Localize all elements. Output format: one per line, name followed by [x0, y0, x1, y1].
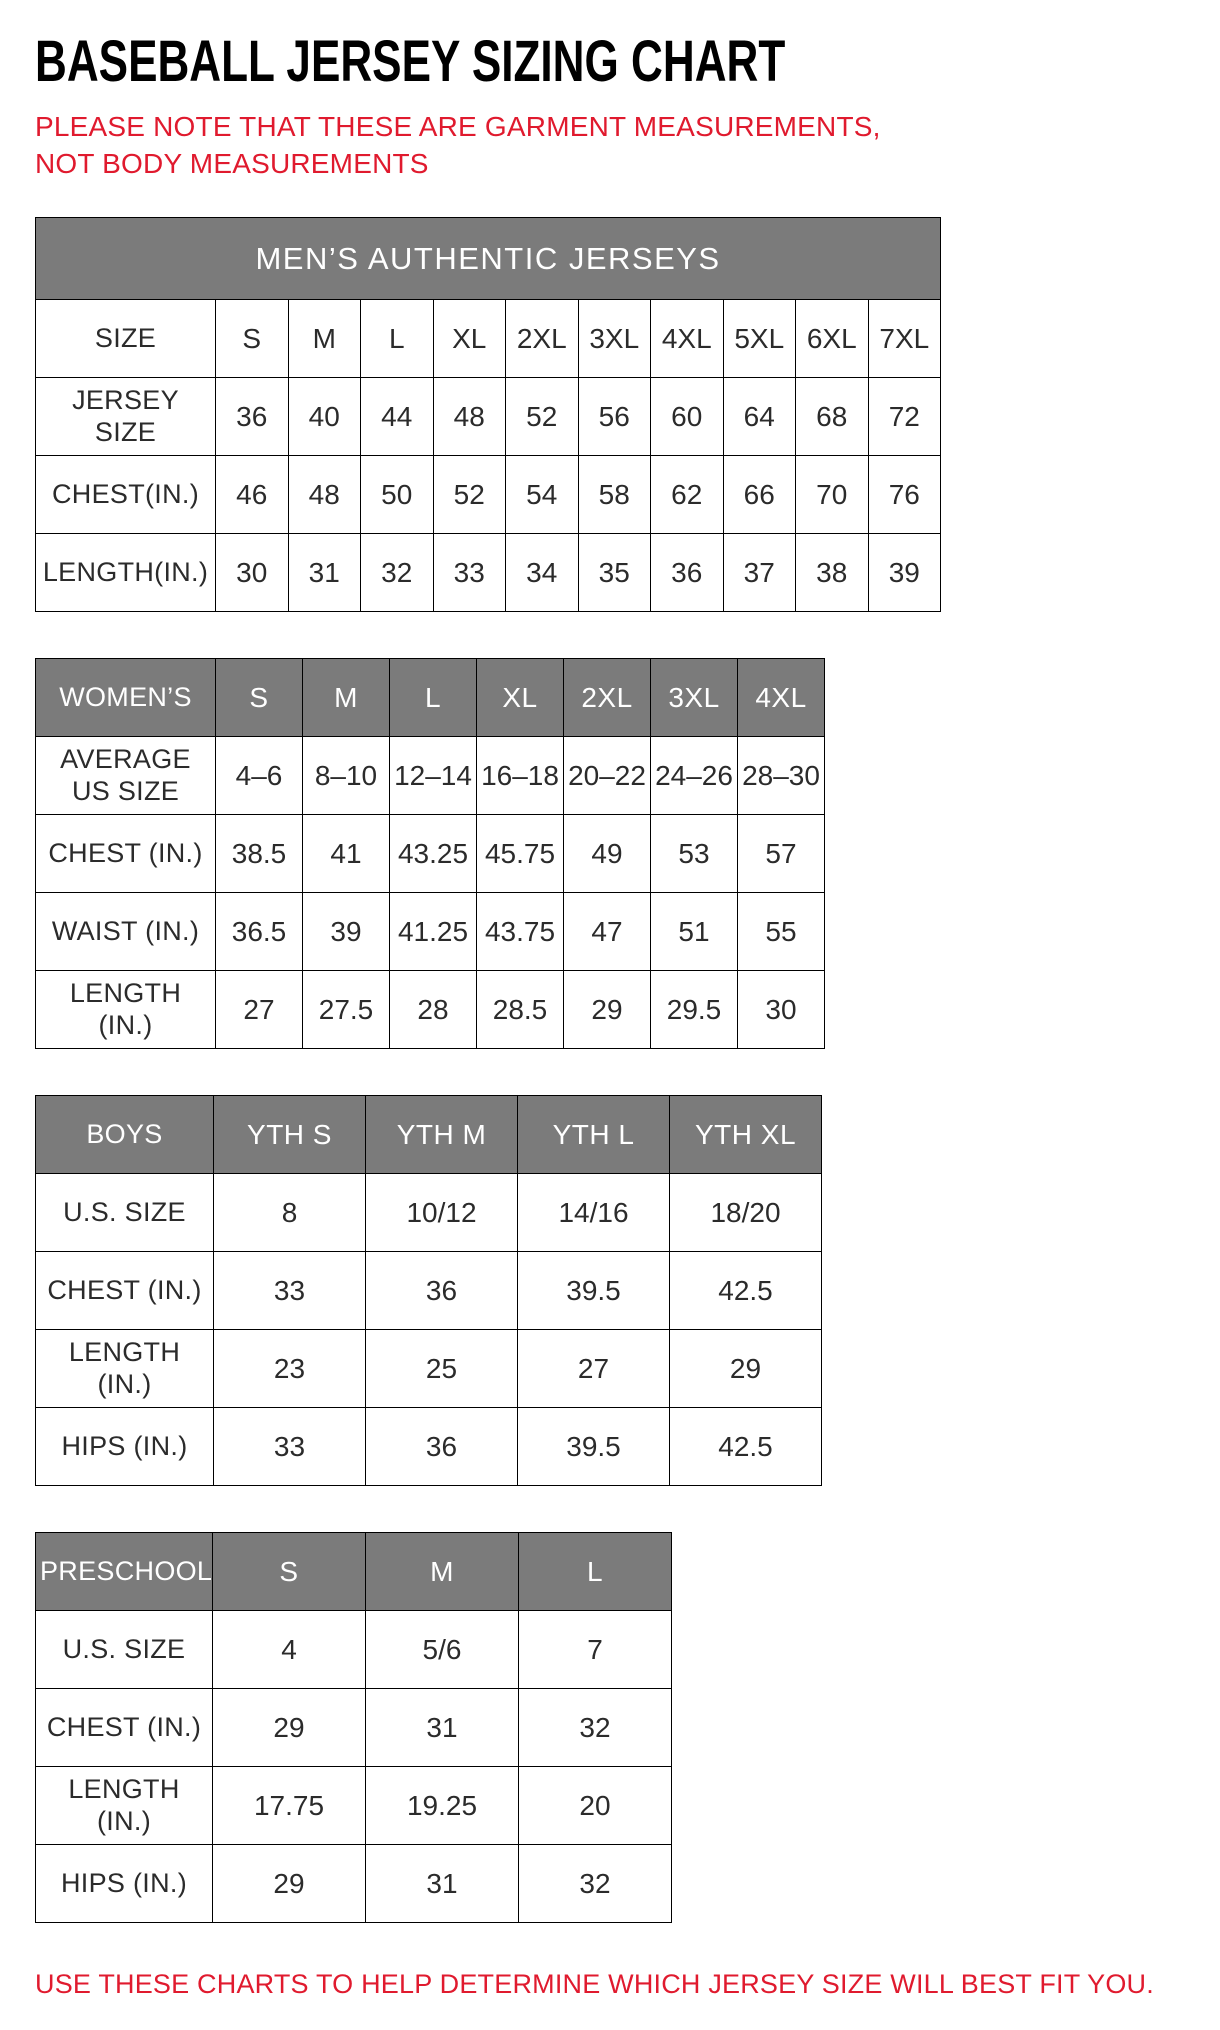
value-cell: 50: [361, 455, 434, 533]
value-cell: 41.25: [390, 892, 477, 970]
size-column-header: 2XL: [564, 658, 651, 736]
value-cell: 16–18: [477, 736, 564, 814]
row-label: U.S. SIZE: [36, 1173, 214, 1251]
size-column-header: 3XL: [651, 658, 738, 736]
value-cell: 64: [723, 377, 796, 455]
row-label: CHEST (IN.): [36, 1688, 213, 1766]
value-cell: 25: [366, 1329, 518, 1407]
table-row: [36, 1610, 672, 1688]
value-cell: 53: [651, 814, 738, 892]
value-cell: 42.5: [670, 1251, 822, 1329]
value-cell: 56: [578, 377, 651, 455]
value-cell: 7XL: [868, 299, 941, 377]
table-row: [36, 533, 941, 611]
value-cell: 27: [518, 1329, 670, 1407]
value-cell: 36: [366, 1407, 518, 1485]
preschool-header-label: PRESCHOOL: [36, 1532, 213, 1610]
table-row: [36, 892, 825, 970]
value-cell: 39.5: [518, 1251, 670, 1329]
value-cell: 32: [519, 1688, 672, 1766]
table-row: [36, 455, 941, 533]
value-cell: 43.75: [477, 892, 564, 970]
value-cell: 2XL: [506, 299, 579, 377]
size-column-header: XL: [477, 658, 564, 736]
table-row: [36, 814, 825, 892]
table-row: [36, 1329, 822, 1407]
boys-sizing-table: [35, 1095, 822, 1486]
table-row: [36, 1688, 672, 1766]
size-column-header: 4XL: [738, 658, 825, 736]
size-column-header: L: [390, 658, 477, 736]
value-cell: 5/6: [366, 1610, 519, 1688]
value-cell: 30: [216, 533, 289, 611]
row-label: CHEST(IN.): [36, 455, 216, 533]
value-cell: L: [361, 299, 434, 377]
value-cell: 52: [433, 455, 506, 533]
row-label: LENGTH(IN.): [36, 533, 216, 611]
value-cell: 29: [213, 1844, 366, 1922]
table-row: [36, 970, 825, 1048]
value-cell: 76: [868, 455, 941, 533]
page-title: BASEBALL JERSEY SIZING CHART: [35, 29, 786, 94]
size-column-header: YTH L: [518, 1095, 670, 1173]
row-label: CHEST (IN.): [36, 814, 216, 892]
table-row: [36, 1844, 672, 1922]
preschool-sizing-table: [35, 1532, 672, 1923]
value-cell: 47: [564, 892, 651, 970]
table-row: [36, 1173, 822, 1251]
value-cell: 39.5: [518, 1407, 670, 1485]
value-cell: 35: [578, 533, 651, 611]
table-row: [36, 1766, 672, 1844]
value-cell: 31: [366, 1688, 519, 1766]
value-cell: 28.5: [477, 970, 564, 1048]
value-cell: 27: [216, 970, 303, 1048]
value-cell: 23: [214, 1329, 366, 1407]
value-cell: 46: [216, 455, 289, 533]
value-cell: 27.5: [303, 970, 390, 1048]
value-cell: 38: [796, 533, 869, 611]
value-cell: S: [216, 299, 289, 377]
value-cell: 66: [723, 455, 796, 533]
value-cell: 39: [303, 892, 390, 970]
value-cell: 33: [214, 1407, 366, 1485]
value-cell: 5XL: [723, 299, 796, 377]
value-cell: 32: [519, 1844, 672, 1922]
value-cell: 70: [796, 455, 869, 533]
value-cell: 8–10: [303, 736, 390, 814]
value-cell: 33: [214, 1251, 366, 1329]
value-cell: 29.5: [651, 970, 738, 1048]
value-cell: 32: [361, 533, 434, 611]
value-cell: 14/16: [518, 1173, 670, 1251]
table-row: [36, 377, 941, 455]
table-row: [36, 1407, 822, 1485]
boys-header-label: BOYS: [36, 1095, 214, 1173]
table-row: [36, 736, 825, 814]
value-cell: 31: [288, 533, 361, 611]
value-cell: 72: [868, 377, 941, 455]
row-label: LENGTH (IN.): [36, 1766, 213, 1844]
value-cell: 36: [651, 533, 724, 611]
value-cell: 4–6: [216, 736, 303, 814]
size-column-header: S: [216, 658, 303, 736]
value-cell: 49: [564, 814, 651, 892]
value-cell: 55: [738, 892, 825, 970]
row-label: HIPS (IN.): [36, 1844, 213, 1922]
mens-table-banner: MEN’S AUTHENTIC JERSEYS: [36, 217, 941, 299]
value-cell: 29: [670, 1329, 822, 1407]
value-cell: 3XL: [578, 299, 651, 377]
value-cell: 68: [796, 377, 869, 455]
womens-header-row: [36, 658, 825, 736]
size-column-header: YTH XL: [670, 1095, 822, 1173]
value-cell: 19.25: [366, 1766, 519, 1844]
value-cell: 62: [651, 455, 724, 533]
table-row: [36, 1251, 822, 1329]
value-cell: 17.75: [213, 1766, 366, 1844]
value-cell: 10/12: [366, 1173, 518, 1251]
value-cell: 6XL: [796, 299, 869, 377]
value-cell: 43.25: [390, 814, 477, 892]
size-column-header: YTH S: [214, 1095, 366, 1173]
value-cell: 29: [213, 1688, 366, 1766]
row-label: LENGTH (IN.): [36, 970, 216, 1048]
value-cell: 8: [214, 1173, 366, 1251]
value-cell: 24–26: [651, 736, 738, 814]
value-cell: 29: [564, 970, 651, 1048]
size-column-header: YTH M: [366, 1095, 518, 1173]
value-cell: 41: [303, 814, 390, 892]
boys-header-row: [36, 1095, 822, 1173]
womens-header-label: WOMEN’S: [36, 658, 216, 736]
value-cell: 20: [519, 1766, 672, 1844]
size-column-header: M: [366, 1532, 519, 1610]
value-cell: 39: [868, 533, 941, 611]
value-cell: XL: [433, 299, 506, 377]
row-label: LENGTH (IN.): [36, 1329, 214, 1407]
mens-authentic-jerseys-table: [35, 217, 941, 612]
row-label: SIZE: [36, 299, 216, 377]
value-cell: 37: [723, 533, 796, 611]
table-row: [36, 299, 941, 377]
value-cell: 42.5: [670, 1407, 822, 1485]
row-label: U.S. SIZE: [36, 1610, 213, 1688]
value-cell: 36: [366, 1251, 518, 1329]
row-label: WAIST (IN.): [36, 892, 216, 970]
value-cell: 4XL: [651, 299, 724, 377]
value-cell: 57: [738, 814, 825, 892]
garment-measurement-note: PLEASE NOTE THAT THESE ARE GARMENT MEASUREMENTS, NOT BODY MEASUREMENTS: [35, 111, 881, 179]
value-cell: 34: [506, 533, 579, 611]
value-cell: 48: [433, 377, 506, 455]
row-label: CHEST (IN.): [36, 1251, 214, 1329]
womens-sizing-table: [35, 658, 825, 1049]
preschool-header-row: [36, 1532, 672, 1610]
value-cell: M: [288, 299, 361, 377]
value-cell: 38.5: [216, 814, 303, 892]
row-label: JERSEY SIZE: [36, 377, 216, 455]
value-cell: 60: [651, 377, 724, 455]
size-column-header: S: [213, 1532, 366, 1610]
value-cell: 54: [506, 455, 579, 533]
value-cell: 51: [651, 892, 738, 970]
value-cell: 7: [519, 1610, 672, 1688]
value-cell: 33: [433, 533, 506, 611]
fit-advice-footer: USE THESE CHARTS TO HELP DETERMINE WHICH JERSEY SIZE WILL BEST FIT YOU.: [35, 1968, 1154, 1999]
row-label: HIPS (IN.): [36, 1407, 214, 1485]
value-cell: 4: [213, 1610, 366, 1688]
value-cell: 40: [288, 377, 361, 455]
value-cell: 48: [288, 455, 361, 533]
value-cell: 20–22: [564, 736, 651, 814]
value-cell: 44: [361, 377, 434, 455]
value-cell: 36: [216, 377, 289, 455]
row-label: AVERAGE US SIZE: [36, 736, 216, 814]
value-cell: 52: [506, 377, 579, 455]
value-cell: 36.5: [216, 892, 303, 970]
value-cell: 58: [578, 455, 651, 533]
size-column-header: L: [519, 1532, 672, 1610]
value-cell: 28: [390, 970, 477, 1048]
value-cell: 30: [738, 970, 825, 1048]
value-cell: 28–30: [738, 736, 825, 814]
size-column-header: M: [303, 658, 390, 736]
value-cell: 31: [366, 1844, 519, 1922]
value-cell: 12–14: [390, 736, 477, 814]
value-cell: 45.75: [477, 814, 564, 892]
value-cell: 18/20: [670, 1173, 822, 1251]
